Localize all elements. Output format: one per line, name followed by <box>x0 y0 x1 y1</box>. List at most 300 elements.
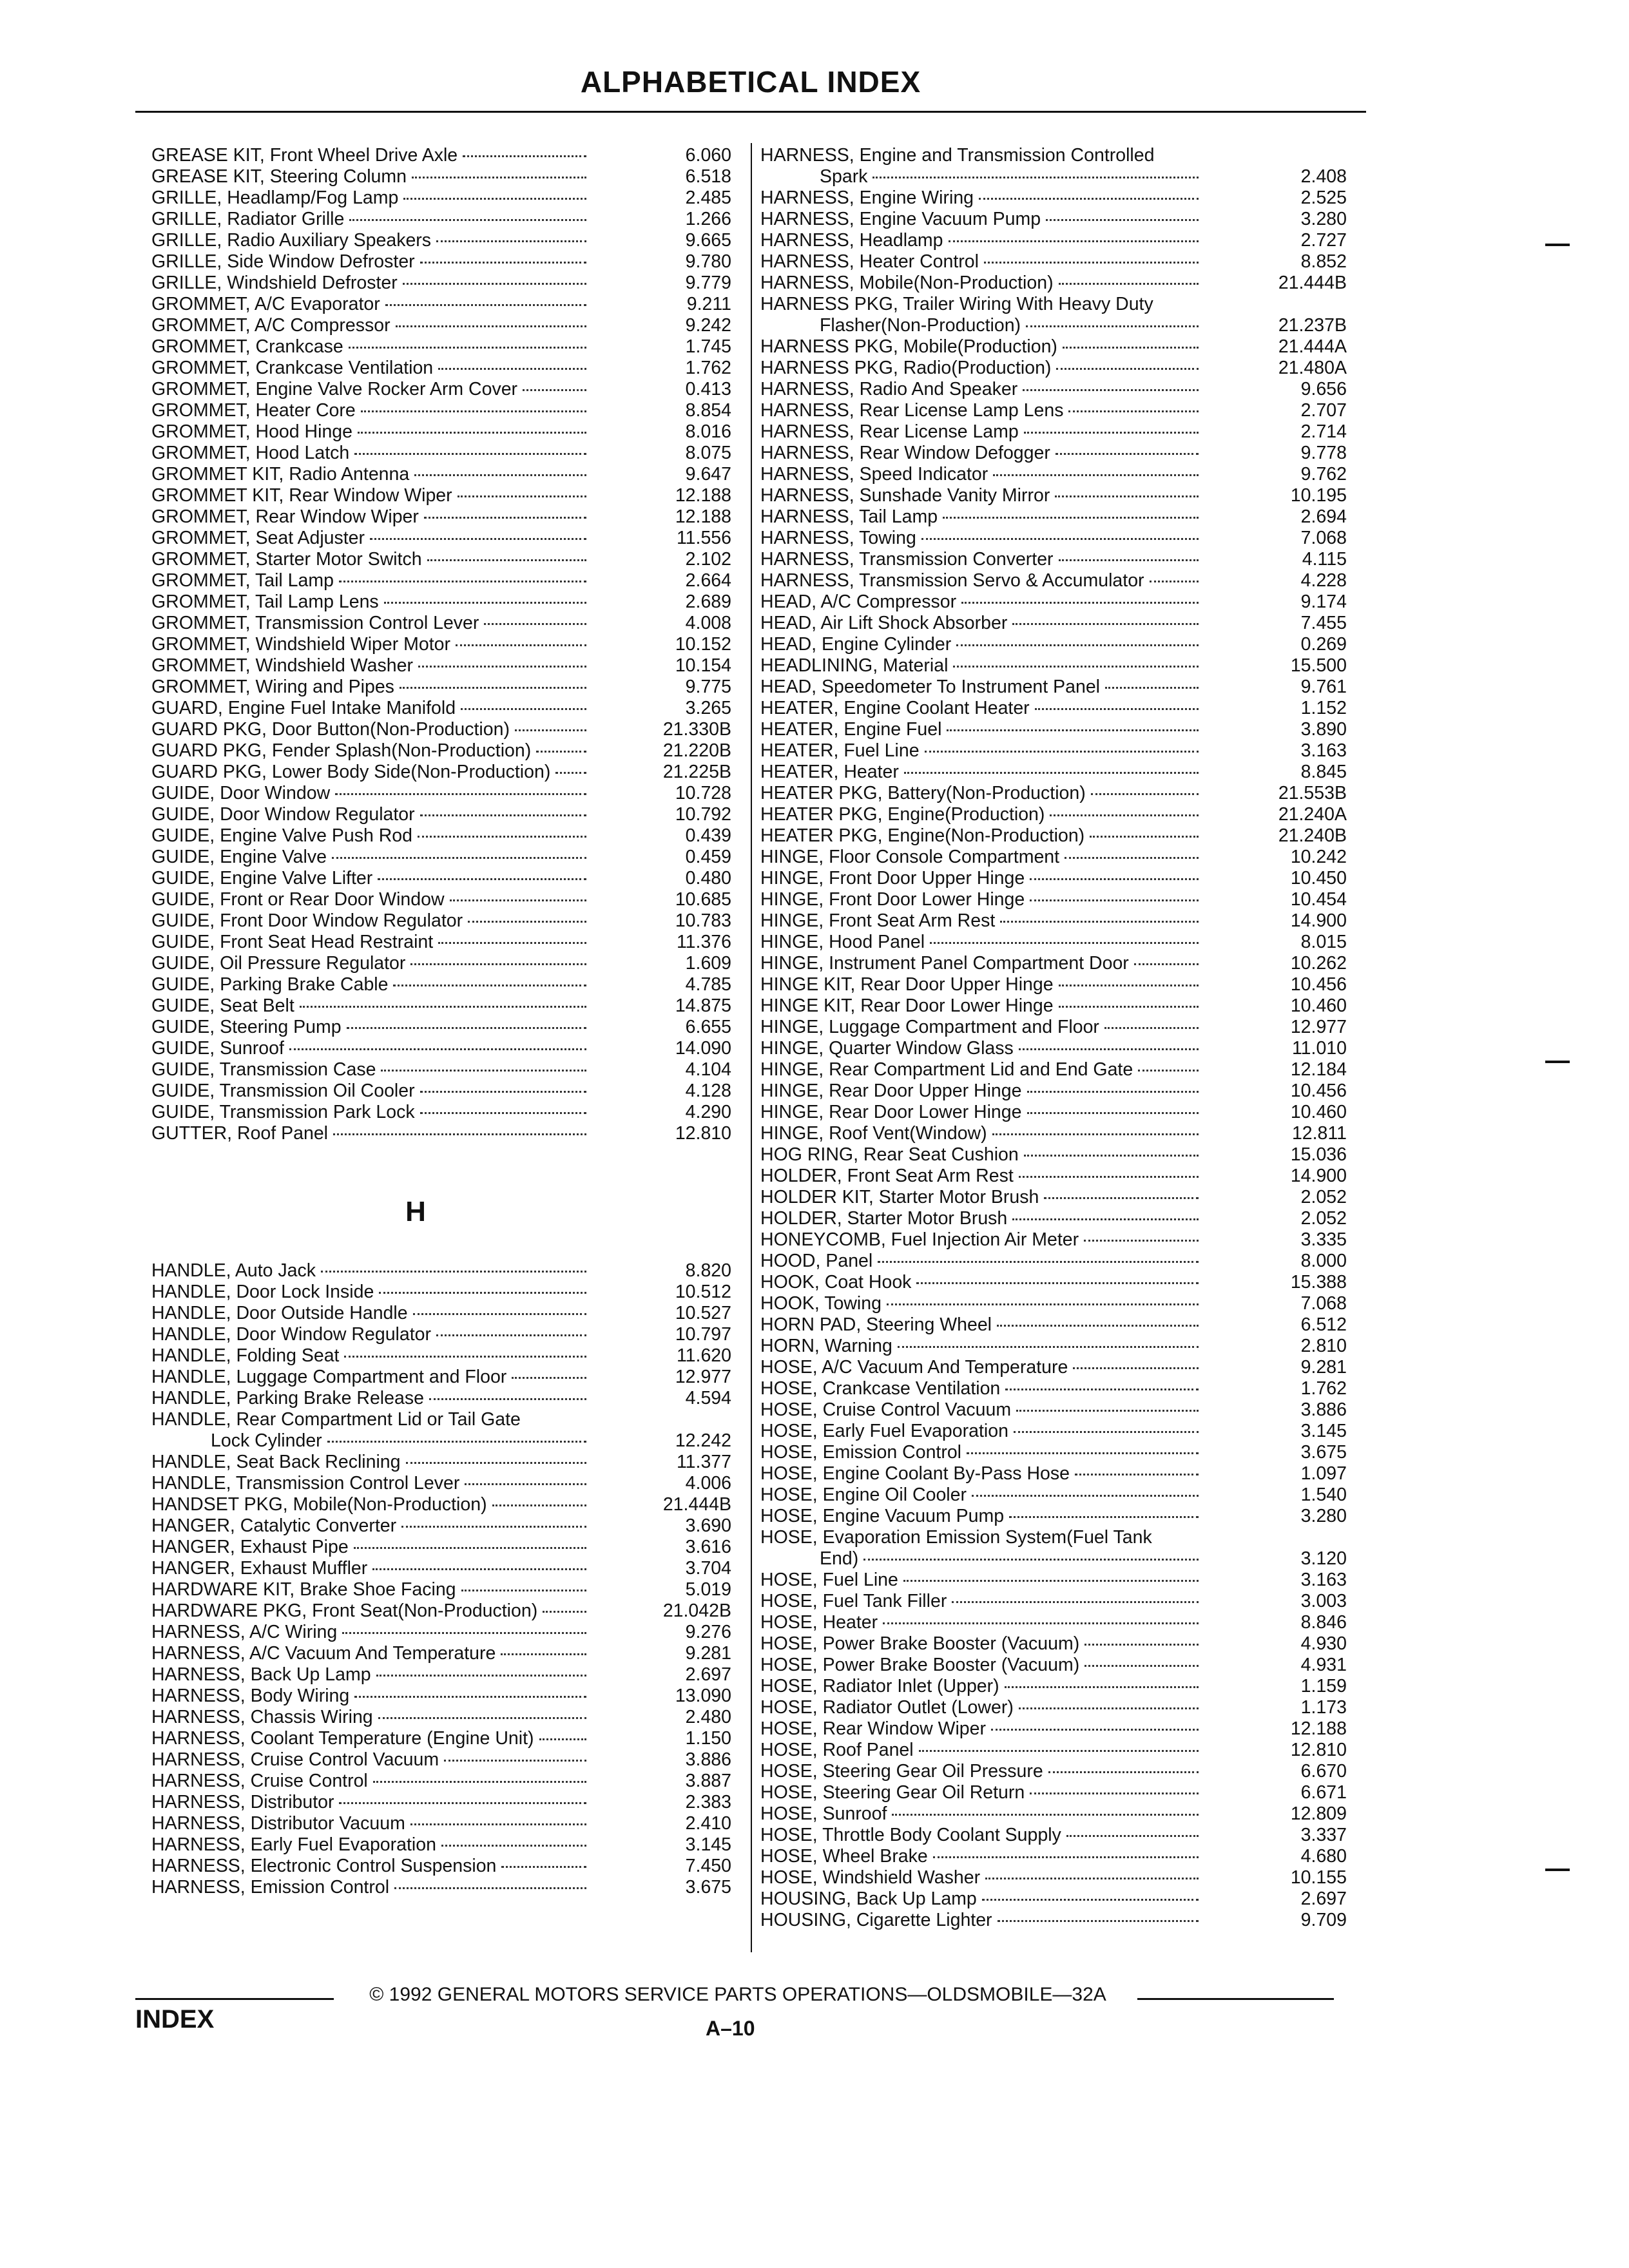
index-entry <box>760 783 1347 804</box>
entry-name: HOSE, Emission Control <box>760 1442 962 1463</box>
entry-reference-number: 6.671 <box>1300 1782 1347 1803</box>
index-entry <box>151 187 731 209</box>
entry-name: HOOD, Panel <box>760 1251 873 1271</box>
entry-name: HOSE, A/C Vacuum And Temperature <box>760 1357 1068 1378</box>
index-entry <box>151 230 731 251</box>
index-entry <box>151 315 731 336</box>
entry-name: HINGE, Instrument Panel Compartment Door <box>760 953 1129 974</box>
entry-name: HARNESS, Emission Control <box>151 1877 390 1898</box>
index-entry <box>760 1782 1347 1803</box>
entry-name: HEAD, Air Lift Shock Absorber <box>760 613 1008 633</box>
entry-reference-number: 9.656 <box>1300 379 1347 399</box>
index-entry <box>760 1888 1347 1910</box>
entry-reference-number: 9.775 <box>685 677 731 697</box>
entry-reference-number: 8.845 <box>1300 762 1347 782</box>
dot-leader <box>450 899 586 901</box>
index-entry <box>760 910 1347 932</box>
entry-reference-number: 21.240B <box>1278 825 1347 846</box>
index-entry <box>151 1324 731 1345</box>
dot-leader <box>384 602 586 604</box>
index-entry <box>151 1123 731 1144</box>
dot-leader <box>378 878 586 880</box>
index-entry <box>151 825 731 847</box>
entry-reference-number: 2.102 <box>685 549 731 570</box>
index-entry <box>760 932 1347 953</box>
dot-leader <box>438 942 586 944</box>
entry-name: HOSE, Fuel Line <box>760 1570 898 1590</box>
dot-leader <box>952 1601 1199 1603</box>
dot-leader <box>406 1462 586 1464</box>
entry-reference-number: 8.852 <box>1300 251 1347 272</box>
entry-reference-number: 2.052 <box>1300 1187 1347 1207</box>
entry-reference-number: 4.115 <box>1302 549 1347 570</box>
entry-name: GROMMET, A/C Evaporator <box>151 294 380 314</box>
dot-leader <box>410 963 586 965</box>
index-entry <box>760 1591 1347 1612</box>
dot-leader <box>1075 1474 1199 1475</box>
index-entry <box>760 421 1347 443</box>
index-entry <box>151 634 731 655</box>
entry-name: HANDSET PKG, Mobile(Non-Production) <box>151 1494 487 1515</box>
index-entry <box>151 1728 731 1749</box>
entry-reference-number: 21.042B <box>662 1600 731 1621</box>
entry-reference-number: 4.594 <box>685 1388 731 1408</box>
entry-reference-number: 2.707 <box>1300 400 1347 421</box>
dot-leader <box>342 1632 586 1634</box>
dot-leader <box>461 1590 586 1591</box>
entry-name: GROMMET, Hood Latch <box>151 443 350 463</box>
entry-name: End) <box>820 1548 859 1569</box>
dot-leader <box>354 1547 586 1549</box>
entry-name: HINGE, Rear Compartment Lid and End Gate <box>760 1059 1133 1080</box>
index-entry <box>760 1697 1347 1718</box>
entry-name: HOSE, Radiator Inlet (Upper) <box>760 1676 999 1696</box>
entry-reference-number: 3.704 <box>685 1558 731 1579</box>
entry-name: GROMMET, Tail Lamp <box>151 570 334 591</box>
footer-copyright: © 1992 GENERAL MOTORS SERVICE PARTS OPERATIONS—OLDSMOBILE—32A <box>369 1984 1106 2005</box>
entry-reference-number: 3.335 <box>1300 1229 1347 1250</box>
index-entry <box>760 1633 1347 1655</box>
dot-leader <box>501 1866 586 1868</box>
entry-name: HORN PAD, Steering Wheel <box>760 1314 992 1335</box>
entry-reference-number: 3.265 <box>685 698 731 718</box>
entry-reference-number: 6.670 <box>1300 1761 1347 1782</box>
index-entry <box>151 485 731 506</box>
entry-reference-number: 3.616 <box>685 1537 731 1557</box>
index-entry <box>151 379 731 400</box>
index-entry <box>151 1622 731 1643</box>
entry-reference-number: 2.485 <box>685 187 731 208</box>
dot-leader <box>878 1261 1199 1263</box>
index-entry <box>760 1187 1347 1208</box>
entry-reference-number: 2.480 <box>685 1707 731 1727</box>
index-entry <box>760 1229 1347 1251</box>
index-entry <box>151 1771 731 1792</box>
index-entry <box>760 655 1347 677</box>
index-entry <box>151 591 731 613</box>
entry-name: HORN, Warning <box>760 1336 892 1356</box>
entry-name: HINGE, Rear Door Upper Hinge <box>760 1081 1022 1101</box>
dot-leader <box>339 1802 586 1804</box>
entry-name: HEATER PKG, Engine(Non-Production) <box>760 825 1085 846</box>
entry-reference-number: 10.152 <box>675 634 731 655</box>
entry-name: GUIDE, Door Window Regulator <box>151 804 415 825</box>
entry-reference-number: 2.052 <box>1300 1208 1347 1229</box>
entry-reference-number: 7.450 <box>685 1856 731 1876</box>
entry-reference-number: 8.015 <box>1300 932 1347 952</box>
entry-name: HARNESS, Engine Vacuum Pump <box>760 209 1041 229</box>
index-entry <box>151 570 731 591</box>
entry-reference-number: 8.820 <box>685 1260 731 1281</box>
footer-rule <box>135 1998 334 2000</box>
index-entry <box>760 1442 1347 1463</box>
index-entry <box>151 336 731 358</box>
entry-reference-number: 1.762 <box>1300 1378 1347 1399</box>
entry-reference-number: 10.195 <box>1290 485 1347 506</box>
entry-reference-number: 3.280 <box>1300 1506 1347 1526</box>
index-entry <box>760 1867 1347 1888</box>
dot-leader <box>1055 453 1199 455</box>
entry-name: GROMMET, Starter Motor Switch <box>151 549 422 570</box>
dot-leader <box>1027 1112 1199 1114</box>
entry-reference-number: 9.647 <box>685 464 731 485</box>
dot-leader <box>436 240 586 242</box>
entry-name: HARNESS, Speed Indicator <box>760 464 988 485</box>
dot-leader <box>427 559 586 561</box>
entry-reference-number: 10.155 <box>1290 1867 1347 1888</box>
entry-reference-number: 3.280 <box>1300 209 1347 229</box>
index-entry <box>760 379 1347 400</box>
dot-leader <box>543 1611 586 1613</box>
index-entry <box>151 1059 731 1081</box>
entry-name: GROMMET, Heater Core <box>151 400 356 421</box>
footer-rule <box>1137 1998 1334 2000</box>
index-entry <box>760 1166 1347 1187</box>
index-entry <box>151 421 731 443</box>
entry-reference-number: 21.553B <box>1278 783 1347 803</box>
entry-reference-number: 1.266 <box>685 209 731 229</box>
index-entry <box>151 1282 731 1303</box>
index-entry <box>151 1877 731 1898</box>
entry-name: HEATER PKG, Engine(Production) <box>760 804 1045 825</box>
entry-name: HARNESS, Distributor <box>151 1792 334 1812</box>
dot-leader <box>1059 985 1199 986</box>
dot-leader <box>321 1271 586 1273</box>
entry-reference-number: 8.075 <box>685 443 731 463</box>
entry-reference-number: 3.890 <box>1300 719 1347 740</box>
entry-reference-number: 1.097 <box>1300 1463 1347 1484</box>
dot-leader <box>892 1814 1199 1816</box>
dot-leader <box>984 262 1199 264</box>
entry-name: HOLDER, Front Seat Arm Rest <box>760 1166 1014 1186</box>
index-entry <box>151 1367 731 1388</box>
index-entry <box>760 1910 1347 1931</box>
entry-name: HANDLE, Rear Compartment Lid or Tail Gate <box>151 1409 521 1430</box>
entry-name: GUIDE, Seat Belt <box>151 995 294 1016</box>
dot-leader <box>930 942 1199 944</box>
entry-reference-number: 12.188 <box>675 506 731 527</box>
entry-name: GUARD, Engine Fuel Intake Manifold <box>151 698 456 718</box>
index-entry <box>760 273 1347 294</box>
entry-name: HEADLINING, Material <box>760 655 949 676</box>
dot-leader <box>376 1675 586 1677</box>
index-entry <box>151 613 731 634</box>
entry-reference-number: 4.290 <box>685 1102 731 1122</box>
entry-reference-number: 10.685 <box>675 889 731 910</box>
entry-reference-number: 4.228 <box>1300 570 1347 591</box>
section-spacer <box>151 1144 731 1189</box>
entry-reference-number: 9.780 <box>685 251 731 272</box>
entry-name: GRILLE, Radio Auxiliary Speakers <box>151 230 432 251</box>
index-entry <box>151 847 731 868</box>
entry-name: GUIDE, Engine Valve Lifter <box>151 868 373 889</box>
entry-reference-number: 9.242 <box>685 315 731 336</box>
index-entry <box>760 1123 1347 1144</box>
dot-leader <box>992 1133 1199 1135</box>
dot-leader <box>947 729 1199 731</box>
dot-leader <box>1024 432 1199 434</box>
dot-leader <box>961 602 1199 604</box>
entry-reference-number: 2.410 <box>685 1813 731 1834</box>
entry-name: GUARD PKG, Lower Body Side(Non-Production) <box>151 762 551 782</box>
entry-name: HOSE, Wheel Brake <box>760 1846 928 1867</box>
entry-name: HOSE, Fuel Tank Filler <box>760 1591 947 1611</box>
dot-leader <box>413 1313 586 1315</box>
dot-leader <box>501 1653 586 1655</box>
entry-reference-number: 7.068 <box>1300 1293 1347 1314</box>
index-entry <box>151 1537 731 1558</box>
index-entry <box>760 719 1347 740</box>
entry-reference-number: 21.480A <box>1278 358 1347 378</box>
dot-leader <box>956 644 1199 646</box>
section-spacer <box>151 1235 731 1260</box>
entry-reference-number: 9.276 <box>685 1622 731 1642</box>
dot-leader <box>967 1452 1199 1454</box>
entry-name: HARNESS, Heater Control <box>760 251 979 272</box>
entry-reference-number: 10.456 <box>1290 1081 1347 1101</box>
dot-leader <box>555 772 586 774</box>
dot-leader <box>420 262 586 264</box>
entry-reference-number: 10.242 <box>1290 847 1347 867</box>
index-entry <box>151 1686 731 1707</box>
dot-leader <box>401 1526 586 1528</box>
entry-reference-number: 11.376 <box>676 932 731 952</box>
left-entries-h <box>151 1260 731 1898</box>
entry-reference-number: 9.709 <box>1300 1910 1347 1930</box>
dot-leader <box>515 729 586 731</box>
entry-reference-number: 3.690 <box>685 1515 731 1536</box>
index-entry <box>760 1676 1347 1697</box>
entry-reference-number: 10.460 <box>1290 995 1347 1016</box>
entry-reference-number: 7.068 <box>1300 528 1347 548</box>
entry-name: GROMMET, Crankcase <box>151 336 343 357</box>
entry-reference-number: 10.450 <box>1290 868 1347 889</box>
entry-reference-number: 12.977 <box>675 1367 731 1387</box>
entry-reference-number: 2.697 <box>1300 1888 1347 1909</box>
index-entry <box>760 1463 1347 1485</box>
index-entry <box>760 1548 1347 1570</box>
index-entry <box>151 1345 731 1367</box>
dot-leader <box>1030 878 1199 880</box>
entry-reference-number: 21.220B <box>662 740 731 761</box>
entry-reference-number: 14.900 <box>1290 1166 1347 1186</box>
entry-name: HEAD, Engine Cylinder <box>760 634 952 655</box>
entry-name: GUIDE, Front or Rear Door Window <box>151 889 445 910</box>
index-entry <box>760 400 1347 421</box>
index-entry <box>151 549 731 570</box>
entry-name: GUIDE, Steering Pump <box>151 1017 342 1037</box>
dot-leader <box>396 325 586 327</box>
index-entry <box>760 1144 1347 1166</box>
entry-name: GUIDE, Parking Brake Cable <box>151 974 389 995</box>
dot-leader <box>372 1568 586 1570</box>
entry-reference-number: 4.128 <box>685 1081 731 1101</box>
dot-leader <box>1019 1048 1199 1050</box>
index-entry <box>151 1579 731 1600</box>
dot-leader <box>403 198 586 200</box>
entry-reference-number: 9.281 <box>685 1643 731 1664</box>
page-number: A–10 <box>706 2017 755 2040</box>
index-entry <box>151 294 731 315</box>
index-entry <box>760 336 1347 358</box>
entry-reference-number: 0.413 <box>685 379 731 399</box>
dot-leader <box>1012 623 1199 625</box>
dot-leader <box>429 1398 586 1400</box>
entry-reference-number: 12.810 <box>1290 1740 1347 1760</box>
entry-reference-number: 4.104 <box>685 1059 731 1080</box>
index-entry <box>760 485 1347 506</box>
entry-name: HONEYCOMB, Fuel Injection Air Meter <box>760 1229 1079 1250</box>
dot-leader <box>1138 1070 1199 1072</box>
entry-name: HARNESS, Headlamp <box>760 230 943 251</box>
entry-reference-number: 3.003 <box>1300 1591 1347 1611</box>
entry-name: HARDWARE KIT, Brake Shoe Facing <box>151 1579 456 1600</box>
dot-leader <box>335 793 586 795</box>
entry-reference-number: 10.527 <box>675 1303 731 1323</box>
entry-reference-number: 2.810 <box>1300 1336 1347 1356</box>
entry-name: GROMMET KIT, Rear Window Wiper <box>151 485 452 506</box>
index-entry <box>151 1081 731 1102</box>
index-entry <box>151 1558 731 1579</box>
dot-leader <box>344 1356 586 1358</box>
index-entry <box>760 1825 1347 1846</box>
entry-reference-number: 4.006 <box>685 1473 731 1494</box>
dot-leader <box>438 368 586 370</box>
index-entry <box>760 1251 1347 1272</box>
dot-leader <box>441 1845 586 1847</box>
dot-leader <box>414 474 586 476</box>
index-entry <box>760 677 1347 698</box>
dot-leader <box>463 155 586 157</box>
entry-reference-number: 0.439 <box>685 825 731 846</box>
section-letter-heading: H <box>405 1196 426 1227</box>
index-entry <box>760 847 1347 868</box>
index-entry <box>760 1102 1347 1123</box>
entry-reference-number: 3.163 <box>1300 740 1347 761</box>
dot-leader <box>919 1750 1199 1752</box>
entry-reference-number: 3.887 <box>685 1771 731 1791</box>
index-entry <box>760 974 1347 995</box>
entry-name: HEAD, A/C Compressor <box>760 591 957 612</box>
dot-leader <box>1150 581 1199 582</box>
dot-leader <box>1024 1155 1199 1157</box>
dot-leader <box>418 666 586 668</box>
dot-leader <box>523 389 586 391</box>
entry-name: HOSE, Sunroof <box>760 1803 887 1824</box>
index-entry <box>151 1664 731 1686</box>
index-entry <box>151 740 731 762</box>
dot-leader <box>933 1856 1199 1858</box>
index-entry <box>151 1707 731 1728</box>
index-entry <box>151 974 731 995</box>
entry-name: HARNESS, Transmission Servo & Accumulator <box>760 570 1144 591</box>
entry-reference-number: 9.761 <box>1300 677 1347 697</box>
entry-reference-number: 6.060 <box>685 145 731 166</box>
entry-name: HEATER, Engine Fuel <box>760 719 942 740</box>
entry-name: HANGER, Exhaust Pipe <box>151 1537 349 1557</box>
entry-reference-number: 1.150 <box>685 1728 731 1749</box>
entry-reference-number: 2.694 <box>1300 506 1347 527</box>
index-entry <box>760 825 1347 847</box>
dot-leader <box>424 517 586 519</box>
entry-reference-number: 4.785 <box>685 974 731 995</box>
entry-name: GROMMET, Engine Valve Rocker Arm Cover <box>151 379 518 399</box>
dot-leader <box>1065 857 1199 859</box>
dot-leader <box>410 1823 586 1825</box>
entry-name: GUIDE, Door Window <box>151 783 331 803</box>
dot-leader <box>985 1878 1199 1879</box>
entry-reference-number: 3.120 <box>1300 1548 1347 1569</box>
entry-reference-number: 12.188 <box>675 485 731 506</box>
column-divider <box>751 143 752 1952</box>
dot-leader <box>394 1887 586 1889</box>
entry-name: GREASE KIT, Steering Column <box>151 166 407 187</box>
dot-leader <box>1046 219 1199 221</box>
entry-name: HARNESS PKG, Trailer Wiring With Heavy Duty <box>760 294 1153 314</box>
entry-name: GUIDE, Sunroof <box>151 1038 284 1059</box>
index-entry <box>151 400 731 421</box>
dot-leader <box>991 1729 1199 1731</box>
index-entry <box>151 1494 731 1515</box>
entry-name: HOSE, Engine Vacuum Pump <box>760 1506 1005 1526</box>
entry-reference-number: 9.281 <box>1300 1357 1347 1378</box>
entry-name: HANGER, Catalytic Converter <box>151 1515 397 1536</box>
entry-name: HINGE, Hood Panel <box>760 932 925 952</box>
index-entry <box>151 1409 731 1430</box>
entry-reference-number: 10.460 <box>1290 1102 1347 1122</box>
entry-name: GUIDE, Engine Valve <box>151 847 327 867</box>
dot-leader <box>872 177 1199 178</box>
entry-name: HOSE, Cruise Control Vacuum <box>760 1399 1012 1420</box>
entry-name: HOSE, Engine Coolant By-Pass Hose <box>760 1463 1070 1484</box>
index-entry <box>151 889 731 910</box>
dot-leader <box>863 1559 1199 1561</box>
dot-leader <box>1084 1665 1199 1667</box>
entry-name: HARNESS, Electronic Control Suspension <box>151 1856 497 1876</box>
entry-reference-number: 12.811 <box>1291 1123 1347 1144</box>
entry-name: GROMMET, Rear Window Wiper <box>151 506 419 527</box>
index-entry <box>151 273 731 294</box>
entry-reference-number: 3.675 <box>685 1877 731 1898</box>
footer-section-label: INDEX <box>135 2005 215 2033</box>
dot-leader <box>898 1346 1199 1348</box>
index-column-left <box>151 145 731 1898</box>
dot-leader <box>1050 814 1199 816</box>
entry-name: HOUSING, Back Up Lamp <box>760 1888 977 1909</box>
entry-name: HARNESS, A/C Wiring <box>151 1622 338 1642</box>
index-entry <box>151 464 731 485</box>
entry-name: HARNESS PKG, Radio(Production) <box>760 358 1052 378</box>
